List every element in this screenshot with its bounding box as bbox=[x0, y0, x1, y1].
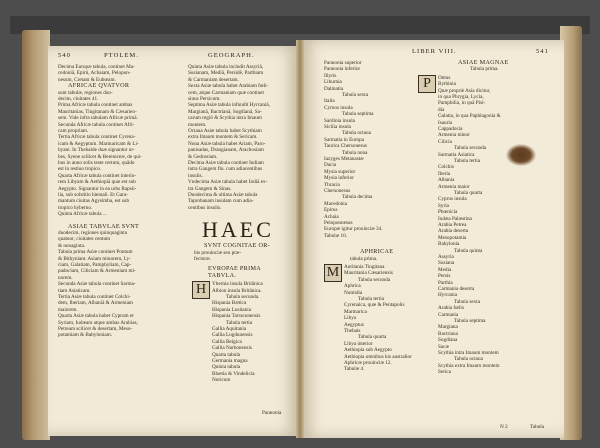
text-line: Rhætia & Vindelicia bbox=[212, 370, 255, 377]
text-line: Sogdiana bbox=[438, 337, 458, 344]
text-line: Tabula tertia bbox=[454, 158, 480, 164]
text-line: Thracia bbox=[324, 181, 340, 188]
text-line: nesum, Cretam & Eubœam. bbox=[58, 76, 116, 83]
text-line: Peloponnesus bbox=[324, 220, 353, 226]
text-line: Bythinia bbox=[438, 81, 456, 88]
right-page-number: 541 bbox=[536, 48, 549, 55]
text-line: Aphricæ prouinciæ 12. bbox=[344, 360, 392, 366]
text-line: Tabula secunda. bbox=[226, 294, 260, 300]
right-page bbox=[300, 40, 564, 438]
text-line: Gallia Narbonensis bbox=[212, 345, 252, 352]
text-line: Secunda Africæ tabula continet Afri- bbox=[58, 121, 135, 128]
text-line: Prima Africæ tabula continet ambas bbox=[58, 102, 133, 109]
text-line: Tabula quinta bbox=[454, 247, 483, 254]
text-line: sunt tabulæ, regiones duo- bbox=[58, 89, 113, 96]
text-line: Tabula quarta bbox=[358, 334, 387, 341]
text-line: & Bithyniam. Asiam minorem, Ly- bbox=[58, 255, 131, 262]
text-line: ASIAE MAGNAE bbox=[458, 59, 509, 66]
text-line: Illyris bbox=[324, 72, 337, 79]
text-line: Syria bbox=[438, 202, 449, 209]
text-line: Hispania Tarraconensis bbox=[212, 313, 261, 320]
text-line: Mesopotamia bbox=[438, 234, 467, 241]
text-line: Tabula sexta bbox=[454, 298, 480, 305]
text-line: Aphrica bbox=[344, 283, 361, 290]
text-line: ciam, Galatiam, Pamphyliam, Cap- bbox=[58, 262, 132, 268]
text-line: Tabula octaua bbox=[342, 130, 371, 137]
text-line: sem. Vide infra tabulam Africæ primā. bbox=[58, 115, 138, 122]
text-line: & Gedrosiam. bbox=[188, 153, 218, 160]
text-line: Sarmatia Asiatica bbox=[438, 151, 475, 158]
text-line: Europæ igitur prouinciæ 34. bbox=[324, 226, 383, 233]
text-line: Margiana bbox=[438, 324, 458, 331]
text-line: Secunda Asiæ tabula continet Sarma- bbox=[58, 281, 136, 288]
left-page bbox=[48, 46, 300, 436]
text-line: Assyria bbox=[438, 254, 454, 260]
signature-mark: N 2 bbox=[500, 424, 508, 430]
text-line: Quinta Asiæ tabula includit Assyriā, bbox=[188, 64, 264, 70]
text-line: Susianam, Mediā, Persidē, Parthiam bbox=[188, 70, 264, 77]
text-line: Quæ propriè Asia dicitur, bbox=[438, 87, 491, 94]
text-line: Tabula quarta bbox=[454, 190, 483, 196]
text-line: quatuor, ciuitates centum bbox=[58, 236, 111, 243]
text-line: Albania bbox=[438, 177, 455, 184]
text-line: Septima Asiæ tabula infundit Hyrcaniā, bbox=[188, 102, 270, 109]
text-line: Cyrenaica, quæ & Pentapolis bbox=[344, 302, 405, 309]
text-line: AFRICAE QVATVOR bbox=[68, 82, 130, 90]
drop-cap-h: H bbox=[192, 281, 210, 299]
text-line: cedoniā, Epirū, Achaiam, Pelopon- bbox=[58, 70, 131, 77]
text-line: Sacæ bbox=[438, 343, 449, 350]
text-line: potamiam & Babyloniam. bbox=[58, 332, 113, 339]
text-line: Sexta Asiæ tabula habet Arabiam fœli- bbox=[188, 83, 269, 90]
text-line: Decima Asiæ tabula continet Indiam bbox=[188, 160, 264, 166]
book-gutter bbox=[296, 40, 304, 438]
text-line: Susiana bbox=[438, 260, 455, 267]
text-line: Sarmatia in Europa bbox=[324, 136, 365, 143]
text-line: Aethiopia omnibus his australior bbox=[344, 353, 412, 360]
text-line: panisadas, Drangianam, Arachosiam bbox=[188, 147, 264, 154]
text-line: extra Imaum montem & Sericam. bbox=[188, 134, 258, 141]
text-line: Mauritania Cæsariensis bbox=[344, 270, 393, 277]
text-line: Tabula prima. bbox=[470, 66, 499, 73]
text-line: byam. In Thebaide duæ signantur ur- bbox=[58, 147, 135, 154]
text-line: Iudæa Palæstina bbox=[438, 215, 472, 222]
text-line: Decima Europæ tabula, continet Ma- bbox=[58, 64, 135, 70]
text-line: Quarta Africæ tabula continet interio- bbox=[58, 172, 137, 179]
text-line: Babylonia bbox=[438, 241, 460, 248]
text-line: fecturæ. bbox=[194, 256, 211, 262]
text-line: Auritania Tingitana bbox=[344, 264, 385, 270]
text-line: padociam, Ciliciam & Armeniam mi- bbox=[58, 268, 136, 275]
text-line: ASIAE TABVLAE SVNT bbox=[68, 222, 140, 230]
text-line: Pamphilia, in quā Pisi- bbox=[438, 100, 486, 107]
text-line: Dacia bbox=[324, 162, 337, 169]
text-line: Isauria bbox=[438, 119, 453, 126]
text-line: Quarta Asiæ tabula habet Cyprum et bbox=[58, 313, 134, 320]
text-line: Carmania bbox=[438, 311, 459, 318]
text-line: intra Gangem flu. cum adiacentibus bbox=[188, 166, 263, 173]
text-line: EVROPAE PRIMA bbox=[208, 265, 262, 273]
text-line: bes, Syene scilicet & Bereniceæ, de qui- bbox=[58, 153, 142, 160]
text-line: Media bbox=[438, 266, 452, 273]
text-line: Arabia Petrea bbox=[438, 222, 467, 228]
text-line: Mauritanias, Tingitanam & Cæsarien- bbox=[58, 108, 137, 115]
text-line: Pannonia superior bbox=[324, 60, 362, 66]
text-line: sinus Persicum. bbox=[188, 96, 221, 102]
text-line: & Carmaniam desertam. bbox=[188, 76, 239, 83]
text-line: Petream scilicet & desertam, Meso- bbox=[58, 326, 133, 332]
text-line: icam & Aegyptum. Marmaricam & Li- bbox=[58, 140, 139, 147]
text-line: Serica bbox=[438, 369, 451, 376]
text-line: Tabula tertia bbox=[226, 319, 252, 326]
section-title-haec: HAEC bbox=[202, 217, 274, 243]
text-line: centibus insulis. bbox=[188, 204, 222, 211]
text-line: dem, Iberiam, Albaniā & Armeniam bbox=[58, 300, 133, 307]
left-running-head: PTOLEM. bbox=[104, 52, 139, 59]
text-line: bus in anno solis teste certum, quādo bbox=[58, 160, 135, 166]
text-line: Taurica Chersonesus bbox=[324, 143, 367, 150]
text-line: Arabia fœlix bbox=[438, 305, 465, 312]
text-line: Vndecima Asiæ tabula habet Indiā ex- bbox=[188, 179, 268, 186]
text-line: Aegyptus bbox=[344, 321, 364, 328]
text-line: Syriam, Iudæam atque ambas Arabias, bbox=[58, 319, 138, 326]
text-line: tra Gangem & Sinas. bbox=[188, 185, 232, 192]
drop-cap-m: M bbox=[324, 264, 342, 282]
text-line: Macedonia bbox=[324, 200, 348, 207]
center-running-head: GEOGRAPH. bbox=[208, 52, 255, 59]
text-line: Quinta tabula bbox=[212, 364, 241, 371]
text-line: APHRICAE bbox=[360, 248, 394, 256]
text-line: dia bbox=[438, 106, 445, 113]
text-line: Tabula tertia bbox=[358, 296, 384, 302]
text-line: lia, sub solstitio hiemali. Et Gara- bbox=[58, 192, 128, 198]
text-line: Cappadocia bbox=[438, 126, 463, 132]
text-line: Hispania Bætica bbox=[212, 300, 247, 307]
text-line: Taprobanam insulam cum adia- bbox=[188, 198, 254, 205]
text-line: Tabula sexta bbox=[342, 92, 368, 98]
text-line: Italia bbox=[324, 98, 335, 105]
text-line: Tabula septima bbox=[342, 111, 374, 118]
text-line: Numidia bbox=[344, 289, 363, 296]
text-line: Tabula secunda bbox=[358, 276, 391, 283]
text-line: rem Libyam & Aethiopiā quæ est sub bbox=[58, 179, 136, 186]
text-line: est in æstiuo tropico. bbox=[58, 166, 102, 173]
text-line: Germania magna bbox=[212, 358, 248, 364]
left-page-edges bbox=[22, 30, 50, 440]
text-line: Tabulæ 4. bbox=[344, 366, 365, 373]
text-line: Hyrcania bbox=[438, 292, 458, 299]
text-line: Phœnicia bbox=[438, 209, 458, 216]
text-line: Galatia, in qua Paphlagonia & bbox=[438, 113, 501, 120]
text-line: Carmania deserta bbox=[438, 286, 475, 292]
text-line: Tertia Africæ tabula continet Cyrena- bbox=[58, 134, 136, 141]
text-line: cem, atque Carmaniam quæ continet bbox=[188, 89, 264, 96]
text-line: Parthia bbox=[438, 279, 453, 286]
text-line: tabula prima. bbox=[350, 255, 378, 262]
text-line: Nona Asiæ tabula habet Ariam, Paro- bbox=[188, 140, 266, 147]
text-line: Albion insula Britānica. bbox=[212, 287, 262, 294]
text-line: Quinta Africæ tabula ... bbox=[58, 211, 107, 218]
text-line: Gallia Aquitania bbox=[212, 326, 247, 332]
text-line: Iazyges Metanastæ bbox=[324, 156, 364, 162]
text-line: Mysia inferior bbox=[324, 175, 354, 182]
text-line: Armenia maior bbox=[438, 183, 470, 190]
text-line: bis prouinciæ seu præ- bbox=[194, 249, 242, 256]
text-line: duodecim, regiones quinquaginta bbox=[58, 230, 128, 236]
text-line: Gallia Belgica bbox=[212, 338, 242, 345]
text-line: Tabula septima bbox=[454, 318, 486, 324]
text-line: Sicilia insula bbox=[324, 124, 351, 130]
text-line: Ontus bbox=[438, 74, 451, 81]
book-cover-edge bbox=[10, 16, 590, 34]
text-line: Mysia superior bbox=[324, 168, 356, 175]
text-line: Tabula nona bbox=[342, 149, 368, 156]
text-line: Iberia bbox=[438, 170, 451, 177]
text-line: Hispania Lusitania bbox=[212, 306, 252, 313]
text-line: Marmarica bbox=[344, 308, 367, 315]
text-line: Tertia Asiæ tabula continet Colchi- bbox=[58, 294, 131, 300]
text-line: Aegypto. Signantur in ea urbs Rapsii- bbox=[58, 185, 137, 192]
text-line: Sardinia insula bbox=[324, 117, 355, 124]
text-line: Persis bbox=[438, 273, 451, 280]
text-line: Tabula prima Asiæ continet Pontum bbox=[58, 249, 133, 256]
catchword-right: Tabula bbox=[530, 424, 545, 430]
text-line: Cyrnos insula bbox=[324, 104, 353, 111]
text-line: Colchis bbox=[438, 164, 454, 171]
text-line: Quarta tabula bbox=[212, 351, 241, 358]
text-line: cam propriam. bbox=[58, 128, 89, 134]
text-line: Gallia Lugdunensis bbox=[212, 332, 253, 339]
text-line: Libya interior bbox=[344, 340, 373, 347]
text-line: SVNT COGNITAE OR- bbox=[204, 242, 271, 250]
text-line: Armenia minor bbox=[438, 132, 470, 139]
text-line: Ybernia insula Britānica bbox=[212, 281, 263, 288]
text-line: maiorem. bbox=[58, 306, 78, 313]
text-line: Epirus bbox=[324, 207, 338, 214]
text-line: montem. bbox=[188, 121, 207, 128]
text-line: Libya bbox=[344, 315, 357, 322]
right-running-head: LIBER VIII. bbox=[412, 48, 457, 55]
text-line: Achaia bbox=[324, 213, 339, 220]
text-line: Dalmatia bbox=[324, 85, 344, 92]
text-line: tropico hyberno. bbox=[58, 204, 93, 211]
text-line: Thebais bbox=[344, 328, 361, 334]
text-line: Aethiopia sub Aegypto bbox=[344, 347, 392, 354]
text-line: Tabula decima bbox=[342, 194, 373, 201]
text-line: Noricum bbox=[212, 377, 231, 384]
text-line: Tabula octaua bbox=[454, 356, 483, 363]
text-line: carum regiō & Scythia intra Imaum bbox=[188, 115, 262, 122]
text-line: Octaua Asiæ tabula habet Scythiam bbox=[188, 128, 262, 134]
text-line: tiam Asiaticam. bbox=[58, 287, 91, 294]
text-line: Tabula secunda bbox=[454, 145, 487, 152]
left-page-number: 540 bbox=[58, 52, 71, 59]
ink-stain bbox=[506, 144, 536, 166]
text-line: insulis. bbox=[188, 172, 203, 179]
text-line: Cilicia bbox=[438, 138, 452, 145]
catchword-left: Pannonia bbox=[262, 410, 282, 416]
text-line: & nonaginta. bbox=[58, 242, 86, 249]
text-line: Scythia intra Imaum montem bbox=[438, 350, 499, 356]
text-line: Bactriana bbox=[438, 330, 458, 337]
text-line: Tabulæ 10. bbox=[324, 232, 347, 239]
text-line: Liburnia bbox=[324, 79, 342, 86]
text-line: TABVLA. bbox=[208, 271, 237, 279]
text-line: mantum ciuitas Agysimba, est sub bbox=[58, 198, 130, 205]
text-line: Cyprus insula bbox=[438, 196, 467, 203]
text-line: Arabia deserta bbox=[438, 228, 469, 235]
text-line: Scythia extra Imaum montem bbox=[438, 362, 500, 369]
text-line: Chersonesus bbox=[324, 188, 351, 194]
text-line: Pannonia inferior bbox=[324, 66, 361, 73]
text-line: Margianā, Bactrianā, Sogdianā, Sa- bbox=[188, 108, 262, 115]
text-line: decim, ciuitates 41. bbox=[58, 96, 99, 102]
text-line: Duodecima & ultima Asiæ tabula bbox=[188, 192, 258, 198]
drop-cap-p: P bbox=[418, 75, 436, 93]
text-line: in qua Phrygia, Lycia, bbox=[438, 94, 484, 100]
text-line: norem. bbox=[58, 274, 73, 281]
